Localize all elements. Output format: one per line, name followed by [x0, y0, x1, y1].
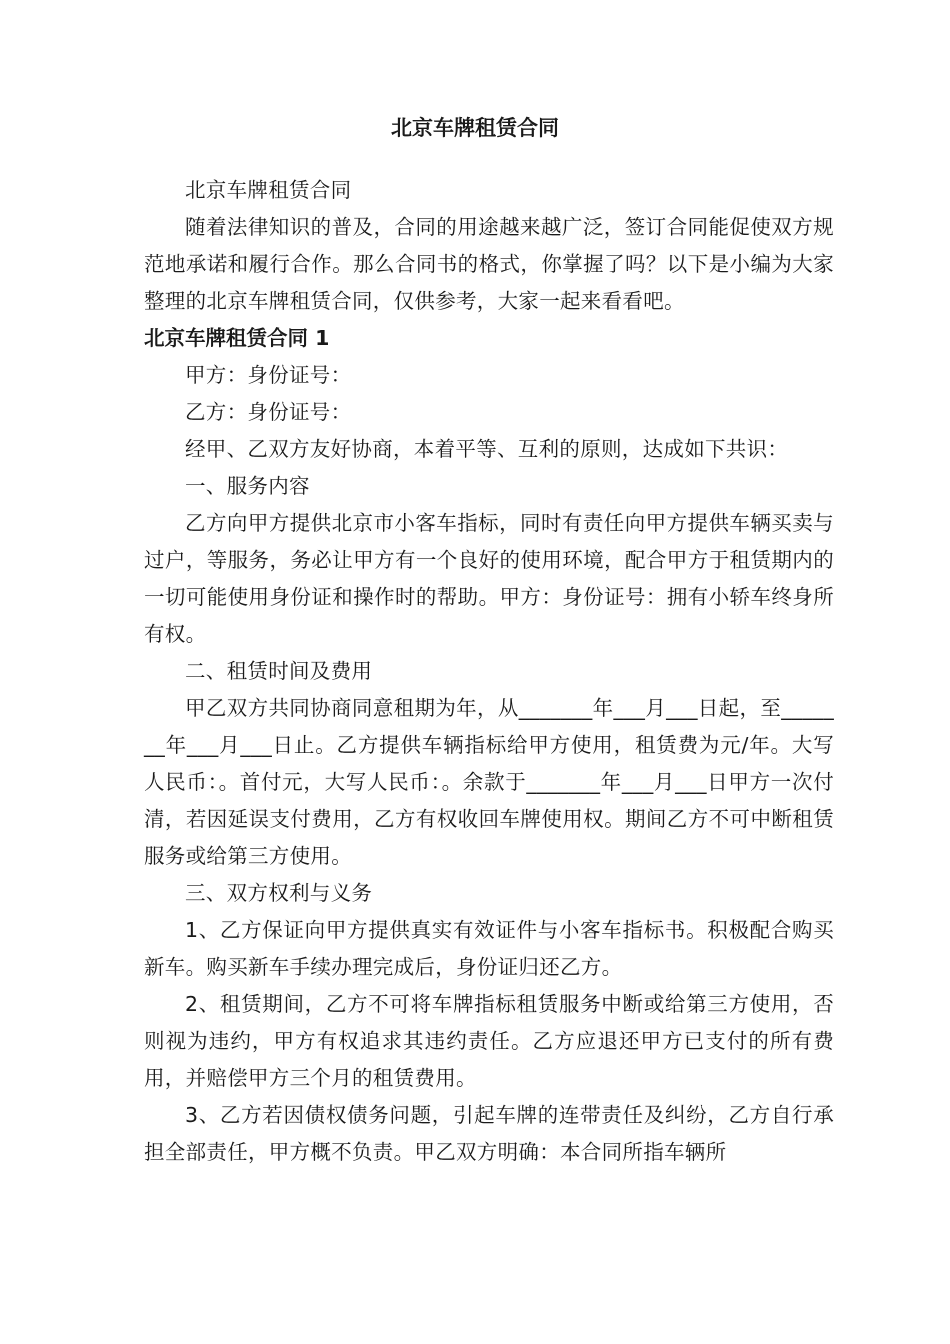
- intro-paragraph: 随着法律知识的普及，合同的用途越来越广泛，签订合同能促使双方规范地承诺和履行合作。那么合同书的格式，你掌握了吗？以下是小编为大家整理的北京车牌租赁合同，仅供参考，大家一起来看看吧。: [144, 215, 834, 313]
- section-heading: 北京车牌租赁合同 1: [144, 326, 330, 350]
- rights-item-1: 1、乙方保证向甲方提供真实有效证件与小客车指标书。积极配合购买新车。购买新车手续办理完成后，身份证归还乙方。: [144, 918, 834, 979]
- service-paragraph: 乙方向甲方提供北京市小客车指标，同时有责任向甲方提供车辆买卖与过户，等服务，务必让甲方有一个良好的使用环境，配合甲方于租赁期内的一切可能使用身份证和操作时的帮助。甲方：身份证号：拥有小轿车终身所有权。: [144, 511, 834, 646]
- clause-heading-service: 一、服务内容: [185, 474, 310, 498]
- clause-heading-term: 二、租赁时间及费用: [185, 659, 373, 683]
- document-body: [144, 172, 834, 1171]
- consensus-paragraph: 经甲、乙双方友好协商，本着平等、互利的原则，达成如下共识：: [185, 437, 789, 461]
- party-b-line: 乙方：身份证号：: [185, 400, 352, 424]
- rights-item-2: 2、租赁期间，乙方不可将车牌指标租赁服务中断或给第三方使用，否则视为违约，甲方有权追求其违约责任。乙方应退还甲方已支付的所有费用，并赔偿甲方三个月的租赁费用。: [144, 992, 834, 1090]
- intro-title-paragraph: 北京车牌租赁合同: [185, 178, 352, 202]
- clause-heading-rights: 三、双方权利与义务: [185, 881, 373, 905]
- term-paragraph: 甲乙双方共同协商同意租期为年，从_______年___月___日起，至_______年___月___日止。乙方提供车辆指标给甲方使用，租赁费为元/年。大写人民币：。首付元，大写人民币：。余款于_______年___月___日甲方一次付清，若因延误支付费用，乙方有权收回车牌使用权。期间乙方不可中断租赁服务或给第三方使用。: [144, 696, 834, 868]
- document-title: 北京车牌租赁合同: [391, 116, 559, 140]
- party-a-line: 甲方：身份证号：: [185, 363, 352, 387]
- rights-item-3: 3、乙方若因债权债务问题，引起车牌的连带责任及纠纷，乙方自行承担全部责任，甲方概不负责。甲乙双方明确：本合同所指车辆所: [144, 1103, 834, 1164]
